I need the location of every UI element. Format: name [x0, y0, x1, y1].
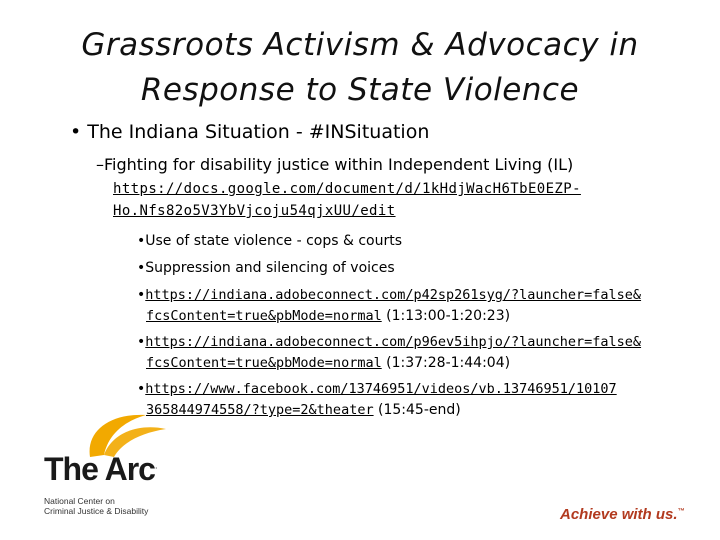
slide-title-line2: Response to State Violence — [140, 72, 580, 108]
bullet-marker: • — [137, 287, 146, 303]
tagline-tm: ™ — [677, 508, 685, 515]
arc-wordmark-text: The Arc — [44, 451, 155, 487]
timestamp-3: (15:45-end) — [373, 402, 461, 418]
sub-bullet-adobe-link-2-cont — [146, 355, 510, 371]
bullet-text: The Indiana Situation - #INSituation — [87, 121, 430, 143]
slide-title-line1: Grassroots Activism & Advocacy in — [81, 27, 639, 63]
sub-bullet-adobe-link-1 — [137, 287, 641, 303]
arc-wordmark-tm: . — [154, 460, 157, 471]
arc-logo-subtitle — [44, 496, 204, 516]
bullet-indiana-situation — [70, 121, 429, 143]
sub-bullet-suppression: •Suppression and silencing of voices — [137, 260, 395, 276]
arc-subtitle-line1: National Center on — [44, 496, 115, 506]
adobe-connect-link-1-cont[interactable]: fcsContent=true&pbMode=normal — [146, 308, 382, 324]
bullet-marker: • — [137, 381, 146, 397]
arc-subtitle-line2: Criminal Justice & Disability — [44, 506, 149, 516]
dash-marker: – — [96, 155, 104, 174]
arc-logo-wordmark — [44, 451, 156, 488]
tagline — [560, 506, 685, 523]
timestamp-1: (1:13:00-1:20:23) — [381, 308, 511, 324]
google-doc-link-cont[interactable]: Ho.Nfs82o5V3YbVjcoju54qjxUU/edit — [113, 203, 396, 219]
bullet-text: Fighting for disability justice within Independent Living (IL) — [104, 155, 574, 174]
facebook-video-link-cont[interactable]: 365844974558/?type=2&theater — [146, 402, 374, 418]
facebook-video-link[interactable]: https://www.facebook.com/13746951/videos/vb.13746951/10107 — [145, 381, 617, 397]
adobe-connect-link-2[interactable]: https://indiana.adobeconnect.com/p96ev5ihpjo/?launcher=false& — [145, 334, 642, 350]
sub-bullet-adobe-link-2 — [137, 334, 641, 350]
adobe-connect-link-1[interactable]: https://indiana.adobeconnect.com/p42sp261syg/?launcher=false& — [145, 287, 642, 303]
timestamp-2: (1:37:28-1:44:04) — [381, 355, 511, 371]
sub-bullet-state-violence: •Use of state violence - cops & courts — [137, 233, 403, 249]
bullet-disability-justice — [96, 155, 573, 174]
tagline-text: Achieve with us. — [560, 506, 678, 523]
bullet-marker: • — [70, 121, 82, 143]
bullet-marker: • — [137, 334, 146, 350]
adobe-connect-link-2-cont[interactable]: fcsContent=true&pbMode=normal — [146, 355, 382, 371]
sub-bullet-adobe-link-1-cont — [146, 308, 510, 324]
google-doc-link[interactable]: https://docs.google.com/document/d/1kHdjWacH6TbE0EZP- — [113, 181, 581, 197]
